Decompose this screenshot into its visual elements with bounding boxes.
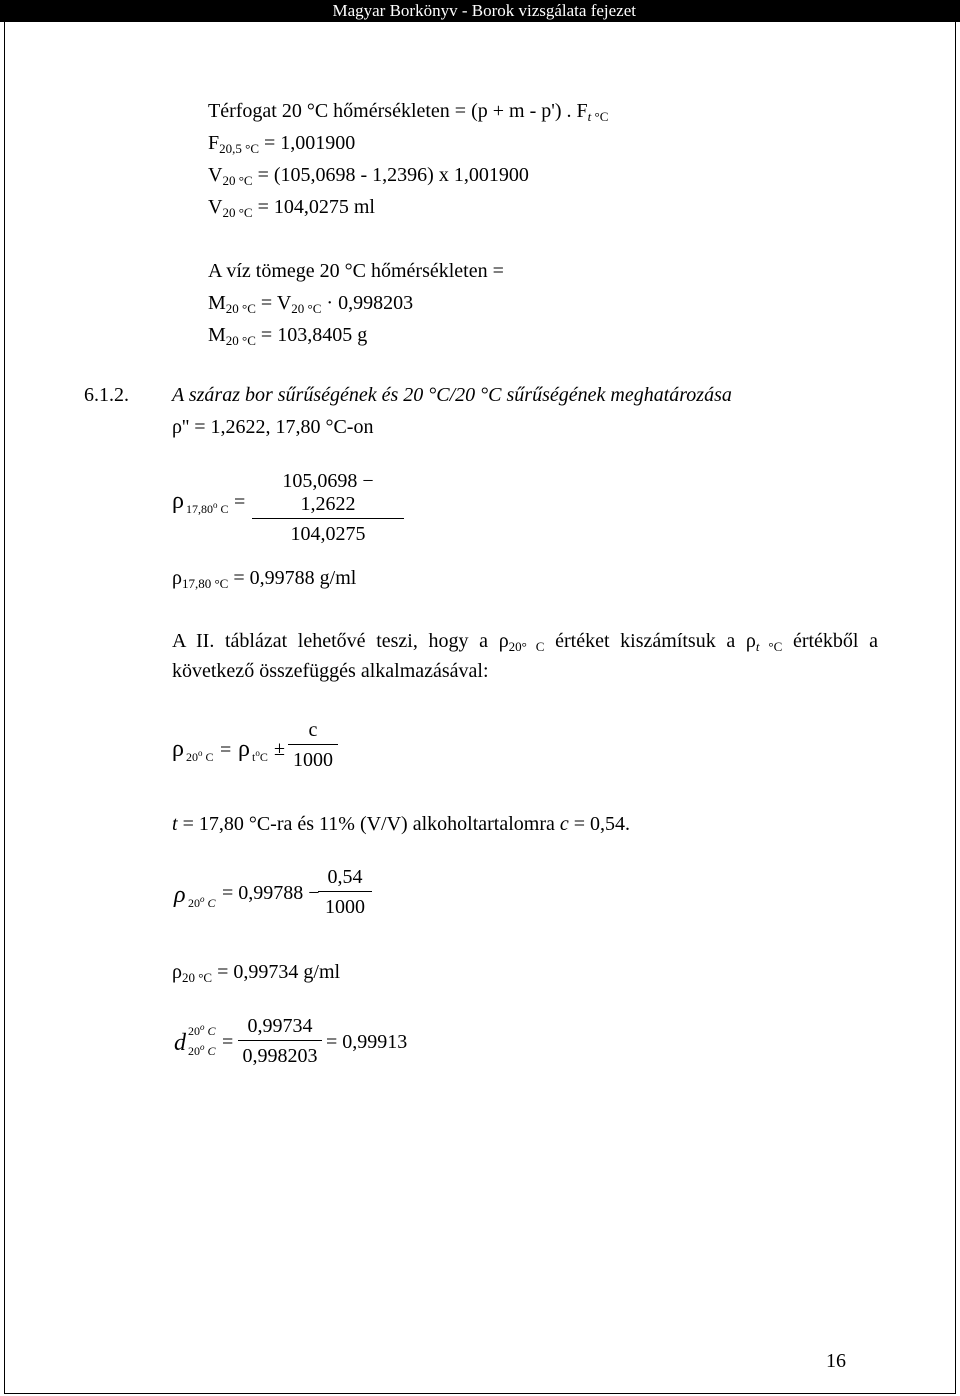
page-header <box>0 0 960 22</box>
formula4-denominator: 0,998203 <box>242 1045 318 1067</box>
formula2-sub-right: $t^oC$ <box>252 748 268 764</box>
formula1-symbol: ρ <box>172 488 184 514</box>
rho-line: ρ'' = 1,2622, 17,80 °C-on <box>172 416 374 438</box>
result2-line: $\rho_{20 ^\circ C} = 0,99734$ g/ml <box>172 961 341 985</box>
formula2-plus-minus: ± <box>274 738 285 760</box>
formula1-equals: = <box>234 491 246 513</box>
paragraph: A II. táblázat lehetővé teszi, hogy a $\rho_{20^\circ C}$ értéket kiszámítsuk a $\rho_{t ^\circ C}$ értékből a következő összefüggés alkalmazásával: <box>172 630 879 682</box>
factor-line: $F_{20,5 ^\circ C} = 1,001900$ <box>208 132 356 156</box>
formula4-result: = 0,99913 <box>326 1031 408 1053</box>
formula2-fraction <box>288 719 338 772</box>
page-number: 16 <box>826 1350 846 1372</box>
formula4-equals: = <box>222 1031 234 1053</box>
mass-formula-line: $M_{20 ^\circ C} = V_{20 ^\circ C} \cdot 0,998203$ <box>208 292 414 316</box>
volume-result-line: $V_{20 ^\circ C} = 104,0275$ ml <box>208 196 375 220</box>
t-line: t = 17,80 °C-ra és 11% (V/V) alkoholtartalomra c = 0,54. <box>172 813 631 835</box>
formula2-sub-left: 20$^o$ C <box>186 748 214 764</box>
formula4-subscript: 20$^o$ C <box>188 1042 216 1058</box>
formula2-numerator: c <box>288 719 338 745</box>
formula4-numerator: 0,99734 <box>238 1015 322 1041</box>
formula1-fraction <box>252 470 404 546</box>
result1-line: $\rho_{17,80 ^\circ C} = 0,99788$ g/ml <box>172 567 357 591</box>
formula2-rho-right: ρ <box>238 736 250 762</box>
mass-result-line: $M_{20 ^\circ C} = 103,8405$ g <box>208 324 368 348</box>
page-frame <box>4 22 956 1394</box>
volume-line: Térfogat 20 °C hőmérsékleten = (p + m - p') . $F_{t ^\circ C}$ <box>208 100 609 124</box>
formula3-fraction <box>318 866 372 919</box>
section-number: 6.1.2. <box>84 384 129 406</box>
volume-calc-line: $V_{20 ^\circ C} = (105,0698 - 1,2396)$ x 1,001900 <box>208 164 529 188</box>
formula2-denominator: 1000 <box>293 749 333 771</box>
formula3-numerator: 0,54 <box>318 866 372 892</box>
formula1-numerator: 105,0698 − 1,2622 <box>252 470 404 519</box>
formula4-d: d <box>174 1030 186 1056</box>
formula1-subscript: 17,80$^o$ C <box>186 500 229 516</box>
formula2-rho-left: ρ <box>172 736 184 762</box>
water-mass-line: A víz tömege 20 °C hőmérsékleten = <box>208 260 504 282</box>
formula3-denominator: 1000 <box>325 896 365 918</box>
formula1-denominator: 104,0275 <box>290 523 366 545</box>
formula3-rho: ρ <box>174 882 186 908</box>
formula4-superscript: 20$^o$ C <box>188 1022 216 1038</box>
formula2-equals: = <box>220 739 232 761</box>
formula4-fraction <box>238 1015 322 1068</box>
formula3-rhs: = 0,99788 − <box>222 882 320 904</box>
header-title: Magyar Borkönyv - Borok vizsgálata fejezet <box>332 1 636 20</box>
section-title: A száraz bor sűrűségének és 20 °C/20 °C sűrűségének meghatározása <box>172 384 732 406</box>
formula3-subscript: 20$^o$ C <box>188 894 216 910</box>
